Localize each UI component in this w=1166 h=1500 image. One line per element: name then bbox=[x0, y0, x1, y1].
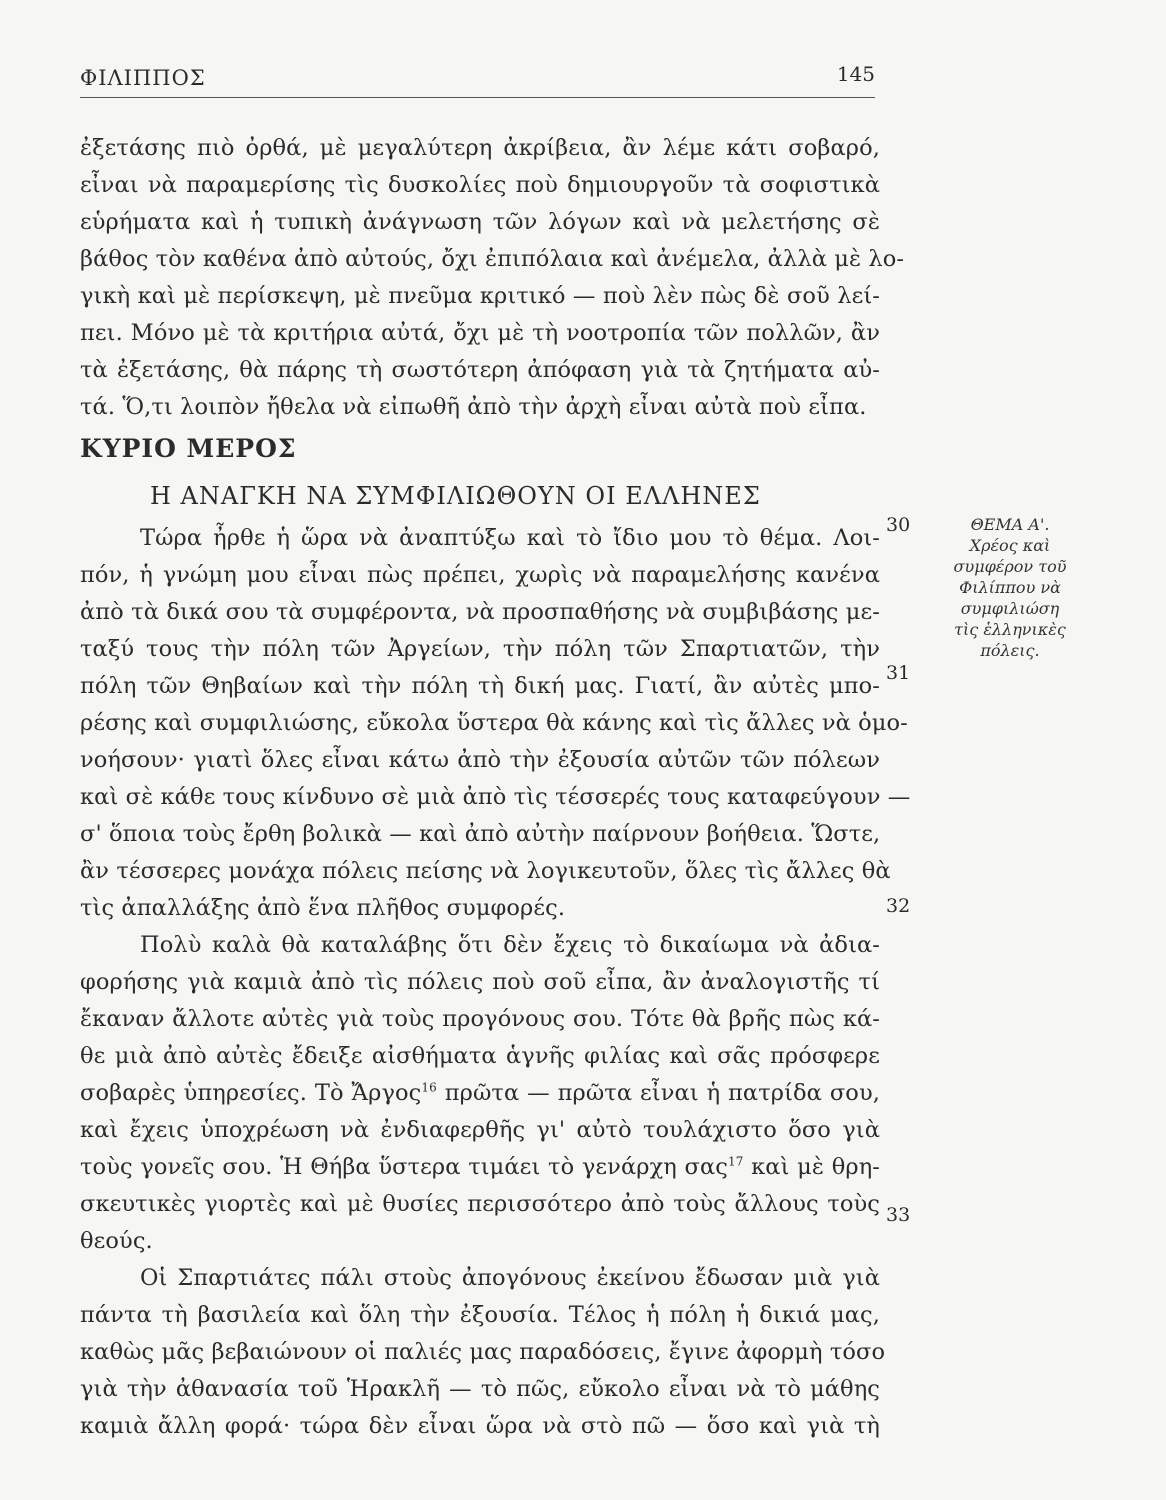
text-line: καμιὰ ἄλλη φορά· τώρα δὲν εἶναι ὥρα νὰ στὸ πῶ — ὅσο καὶ γιὰ τὴ bbox=[80, 1413, 880, 1439]
text-line: ἔκαναν ἄλλοτε αὐτὲς γιὰ τοὺς προγόνους σου. Τότε θὰ βρῆς πὼς κά- bbox=[80, 1006, 880, 1032]
margin-note-line: συμφέρον τοῦ bbox=[953, 557, 1067, 576]
text-segment: καὶ μὲ θρη- bbox=[751, 1154, 880, 1180]
text-line: γικὴ καὶ μὲ περίσκεψη, μὲ πνεῦμα κριτικό — ποὺ λὲν πὼς δὲ σοῦ λεί- bbox=[80, 283, 880, 309]
running-title: ΦΙΛΙΠΠΟΣ bbox=[80, 66, 206, 90]
text-line bbox=[80, 1149, 880, 1186]
text-line: θε μιὰ ἀπὸ αὐτὲς ἔδειξε αἰσθήματα ἁγνῆς φιλίας καὶ σᾶς πρόσφερε bbox=[80, 1043, 880, 1069]
text-line: θεούς. bbox=[80, 1228, 153, 1254]
margin-note-line: Φιλίππου νὰ bbox=[959, 578, 1061, 597]
text-line: τὶς ἀπαλλάξης ἀπὸ ἕνα πλῆθος συμφορές. bbox=[80, 895, 566, 921]
text-line: Οἱ Σπαρτιάτες πάλι στοὺς ἀπογόνους ἐκείνου ἔδωσαν μιὰ γιὰ bbox=[140, 1265, 880, 1291]
text-line: Πολὺ καλὰ θὰ καταλάβης ὅτι δὲν ἔχεις τὸ δικαίωμα νὰ ἀδια- bbox=[140, 932, 880, 958]
section-heading: ΚΥΡΙΟ ΜΕΡΟΣ bbox=[80, 434, 297, 463]
section-subheading: Η ΑΝΑΓΚΗ ΝΑ ΣΥΜΦΙΛΙΩΘΟΥΝ ΟΙ ΕΛΛΗΝΕΣ bbox=[150, 482, 761, 510]
text-line: πάντα τὴ βασιλεία καὶ ὅλη τὴν ἐξουσία. Τέλος ἡ πόλη ἡ δικιά μας, bbox=[80, 1302, 880, 1328]
footnote-ref: 16 bbox=[421, 1080, 437, 1095]
text-line: τὰ ἐξετάσης, θὰ πάρης τὴ σωστότερη ἀπόφαση γιὰ τὰ ζητήματα αὐ- bbox=[80, 357, 880, 383]
text-line: βάθος τὸν καθένα ἀπὸ αὐτούς, ὄχι ἐπιπόλαια καὶ ἀνέμελα, ἀλλὰ μὲ λο- bbox=[80, 246, 905, 272]
section-number: 33 bbox=[886, 1204, 911, 1226]
page-number: 145 bbox=[836, 62, 875, 86]
section-number: 32 bbox=[886, 895, 911, 917]
text-line: νοήσουν· γιατὶ ὅλες εἶναι κάτω ἀπὸ τὴν ἐξουσία αὐτῶν τῶν πόλεων bbox=[80, 747, 880, 773]
margin-note-line: τὶς ἑλληνικὲς bbox=[954, 620, 1066, 639]
text-line: φορήσης γιὰ καμιὰ ἀπὸ τὶς πόλεις ποὺ σοῦ εἶπα, ἂν ἀναλογιστῆς τί bbox=[80, 969, 880, 995]
text-line: εὑρήματα καὶ ἡ τυπικὴ ἀνάγνωση τῶν λόγων καὶ νὰ μελετήσης σὲ bbox=[80, 209, 880, 235]
margin-note-title: ΘΕΜΑ Α'. bbox=[970, 515, 1050, 534]
margin-note-line: Χρέος καὶ bbox=[969, 536, 1051, 555]
text-line: πόλη τῶν Θηβαίων καὶ τὴν πόλη τὴ δική μας. Γιατί, ἂν αὐτὲς μπο- bbox=[80, 673, 880, 699]
running-head bbox=[80, 62, 875, 98]
text-segment: σοβαρὲς ὑπηρεσίες. Τὸ Ἄργος bbox=[80, 1080, 422, 1106]
text-line: σκευτικὲς γιορτὲς καὶ μὲ θυσίες περισσότερο ἀπὸ τοὺς ἄλλους τοὺς bbox=[80, 1191, 880, 1217]
text-line: σ' ὅποια τοὺς ἔρθη βολικὰ — καὶ ἀπὸ αὐτὴν παίρνουν βοήθεια. Ὥστε, bbox=[80, 821, 881, 847]
text-line: εἶναι νὰ παραμερίσης τὶς δυσκολίες ποὺ δημιουργοῦν τὰ σοφιστικὰ bbox=[80, 172, 880, 198]
margin-note-line: συμφιλιώση bbox=[960, 599, 1060, 618]
text-line: καθὼς μᾶς βεβαιώνουν οἱ παλιές μας παραδόσεις, ἔγινε ἀφορμὴ τόσο bbox=[80, 1339, 886, 1365]
section-number: 31 bbox=[886, 662, 911, 684]
text-segment: πρῶτα — πρῶτα εἶναι ἡ πατρίδα σου, bbox=[444, 1080, 880, 1106]
text-line: Τώρα ἦρθε ἡ ὥρα νὰ ἀναπτύξω καὶ τὸ ἴδιο μου τὸ θέμα. Λοι- bbox=[140, 525, 880, 551]
text-line: ἀπὸ τὰ δικά σου τὰ συμφέροντα, νὰ προσπαθήσης νὰ συμβιβάσης με- bbox=[80, 599, 880, 625]
footnote-ref: 17 bbox=[728, 1154, 744, 1169]
text-line: ἂν τέσσερες μονάχα πόλεις πείσης νὰ λογικευτοῦν, ὅλες τὶς ἄλλες θὰ bbox=[80, 858, 891, 884]
text-segment: τοὺς γονεῖς σου. Ἡ Θήβα ὕστερα τιμάει τὸ γενάρχη σας bbox=[80, 1154, 728, 1180]
text-line: τά. Ὅ,τι λοιπὸν ἤθελα νὰ εἰπωθῆ ἀπὸ τὴν ἀρχὴ εἶναι αὐτὰ ποὺ εἶπα. bbox=[80, 394, 867, 420]
text-line: καὶ σὲ κάθε τους κίνδυνο σὲ μιὰ ἀπὸ τὶς τέσσερές τους καταφεύγουν — bbox=[80, 784, 911, 810]
text-line: γιὰ τὴν ἀθανασία τοῦ Ἡρακλῆ — τὸ πῶς, εὔκολο εἶναι νὰ τὸ μάθης bbox=[80, 1376, 880, 1402]
text-line: πει. Μόνο μὲ τὰ κριτήρια αὐτά, ὄχι μὲ τὴ νοοτροπία τῶν πολλῶν, ἂν bbox=[80, 320, 880, 346]
margin-note bbox=[930, 514, 1090, 661]
margin-note-line: πόλεις. bbox=[980, 641, 1040, 660]
section-number: 30 bbox=[886, 514, 911, 536]
header-rule bbox=[80, 97, 875, 98]
text-line: πόν, ἡ γνώμη μου εἶναι πὼς πρέπει, χωρὶς νὰ παραμελήσης κανένα bbox=[80, 562, 880, 588]
text-line: ἐξετάσης πιὸ ὀρθά, μὲ μεγαλύτερη ἀκρίβεια, ἂν λέμε κάτι σοβαρό, bbox=[80, 135, 880, 161]
text-line: ταξύ τους τὴν πόλη τῶν Ἀργείων, τὴν πόλη τῶν Σπαρτιατῶν, τὴν bbox=[80, 636, 880, 662]
text-line: καὶ ἔχεις ὑποχρέωση νὰ ἐνδιαφερθῆς γι' αὐτὸ τουλάχιστο ὅσο γιὰ bbox=[80, 1117, 880, 1143]
text-line bbox=[80, 1075, 880, 1112]
text-line: ρέσης καὶ συμφιλιώσης, εὔκολα ὕστερα θὰ κάνης καὶ τὶς ἄλλες νὰ ὁμο- bbox=[80, 710, 908, 736]
